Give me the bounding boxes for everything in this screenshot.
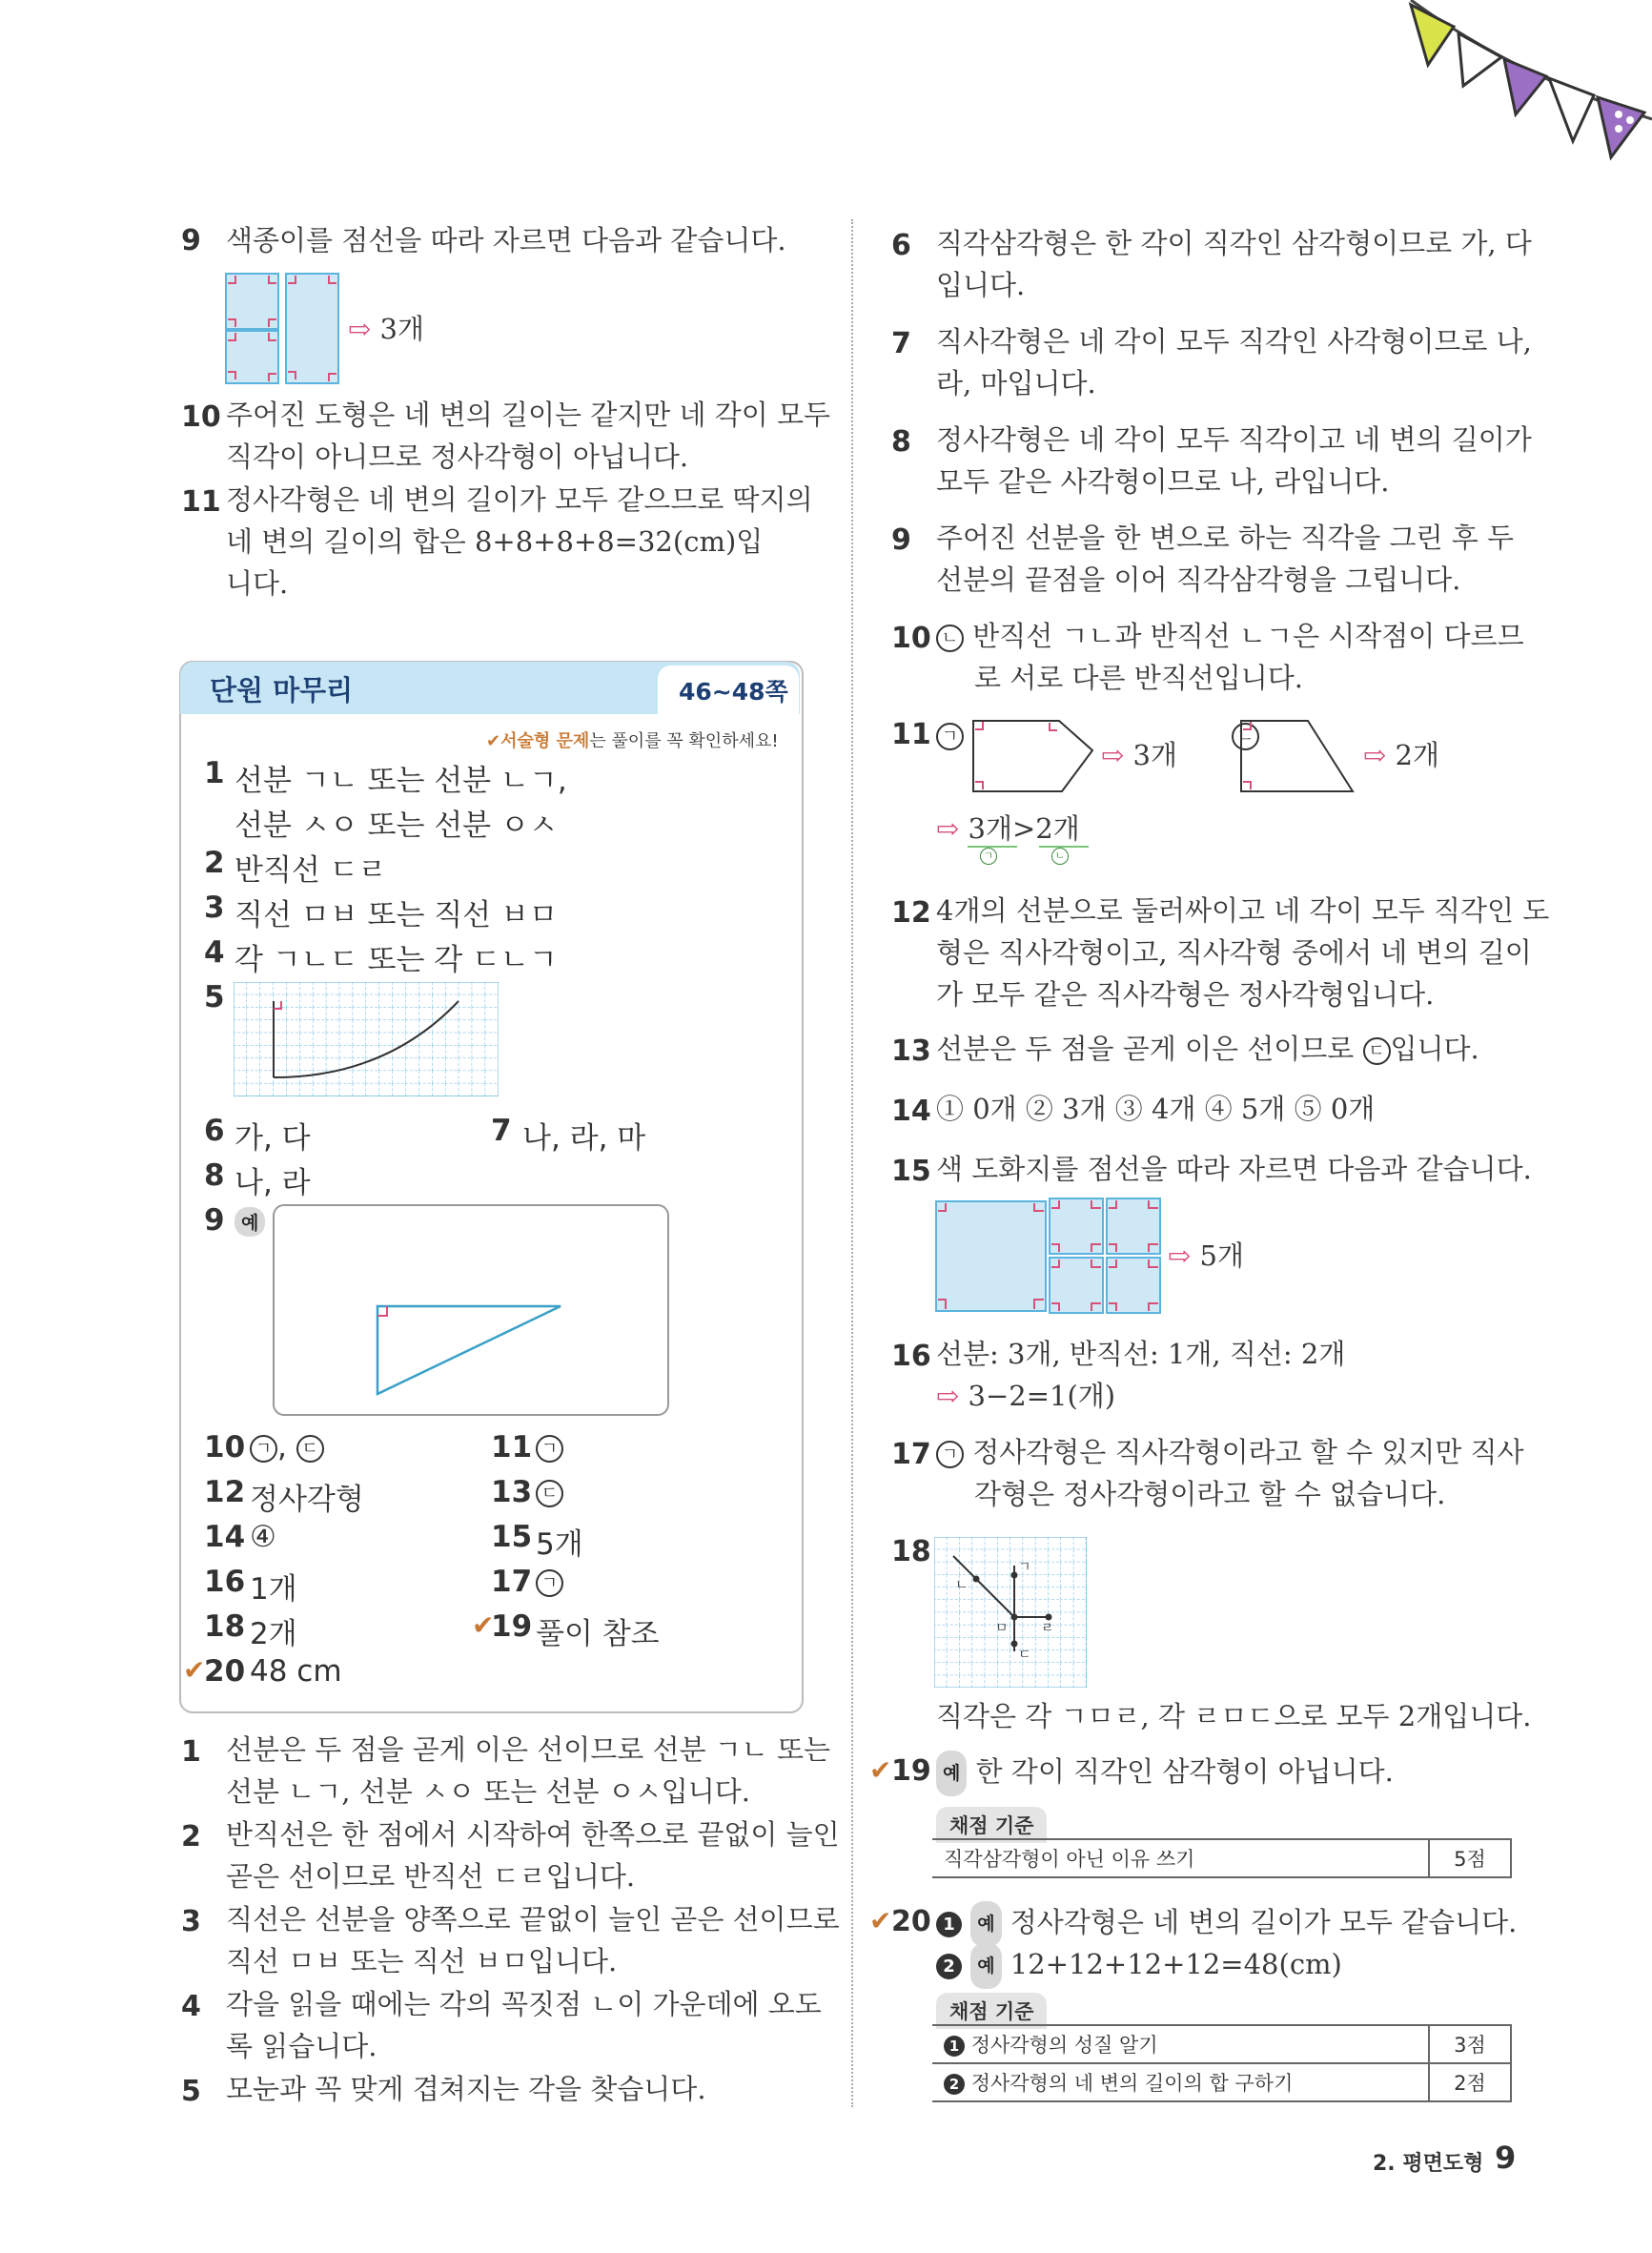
item-number: 3 (181, 1905, 201, 1938)
criteria-title: 채점 기준 (936, 1993, 1047, 2029)
item-number: 10 (891, 622, 931, 655)
explanation-text: 로 서로 다른 반직선입니다. (974, 662, 1304, 694)
arrow-icon: ⇨ (1168, 1239, 1192, 1272)
item-number: 17 (891, 1438, 931, 1471)
grid-angle-figure (934, 1537, 1087, 1688)
explanation-text: 입니다. (936, 269, 1026, 301)
check-icon: ✔ (472, 1609, 495, 1641)
item-number: 8 (891, 425, 911, 459)
explanation-text: 주어진 선분을 한 변으로 하는 직각을 그린 후 두 (936, 522, 1515, 554)
pentagon-figure (969, 717, 1102, 795)
point-label: ㄱ (1018, 1560, 1031, 1575)
scoring-table (932, 1838, 1512, 1878)
explanation-text: 선분: 3개, 반직선: 1개, 직선: 2개 (936, 1338, 1346, 1370)
explanation-text: ㄱ (936, 713, 964, 755)
explanation-text: 록 읽습니다. (226, 2030, 377, 2062)
bunting-decoration (1373, 0, 1652, 162)
example-tag: 예 (235, 1207, 265, 1237)
criteria-score: 5점 (1429, 1839, 1511, 1877)
explanation-text: 곧은 선이므로 반직선 ㄷㄹ입니다. (226, 1860, 636, 1893)
chapter-label: 2. 평면도형 (1373, 2152, 1484, 2176)
grid-curve-figure (234, 982, 499, 1096)
explanation-text: 직선은 선분을 양쪽으로 끝없이 늘인 곧은 선이므로 (226, 1903, 840, 1936)
answer-number: 13 (491, 1475, 533, 1509)
answer-text: 나, 라, 마 (522, 1121, 646, 1156)
check-icon: ✔ (869, 1754, 892, 1786)
explanation-text: 선분은 두 점을 곧게 이은 선이므로 ㄷ 입니다. (936, 1033, 1479, 1065)
item-number: 12 (891, 896, 931, 930)
answer-number: 5 (204, 980, 225, 1014)
answer-text: 직선 ㅁㅂ 또는 직선 ㅂㅁ (235, 898, 558, 932)
point-label: ㄷ (1018, 1648, 1031, 1663)
answer-number: 17 (491, 1565, 533, 1599)
table-row (932, 2025, 1511, 2063)
arrow-icon: ⇨ (1363, 739, 1387, 771)
answer-number: 6 (204, 1114, 225, 1148)
item-number: 13 (891, 1034, 931, 1068)
explanation-text: 라, 마입니다. (936, 367, 1096, 399)
arrow-icon: ⇨ (936, 812, 960, 845)
review-note: ✔서술형 문제는 풀이를 꼭 확인하세요! (486, 731, 779, 751)
criteria-title: 채점 기준 (936, 1807, 1047, 1843)
explanation-text: 색 도화지를 점선을 따라 자르면 다음과 같습니다. (936, 1153, 1532, 1185)
item-number: 14 (891, 1095, 931, 1128)
item-number: 9 (891, 523, 911, 557)
explanation-text: 각을 읽을 때에는 각의 꼭짓점 ㄴ이 가운데에 오도 (226, 1988, 822, 2020)
answer-number: 20 (204, 1654, 246, 1689)
right-triangle-figure (362, 1287, 572, 1402)
answer-text: ㄱ (536, 1565, 563, 1599)
explanation-text: 가 모두 같은 직사각형은 정사각형입니다. (936, 978, 1435, 1011)
explanation-text: 모눈과 꼭 맞게 겹쳐지는 각을 찾습니다. (226, 2073, 706, 2105)
answer-number: 4 (204, 935, 225, 970)
answer-text: 나, 라 (235, 1166, 311, 1200)
arrow-icon: ⇨ (348, 313, 372, 345)
explanation-text: 선분 ㄴㄱ, 선분 ㅅㅇ 또는 선분 ㅇㅅ입니다. (226, 1775, 750, 1808)
answer-text: 선분 ㄱㄴ 또는 선분 ㄴㄱ, (235, 764, 567, 798)
item-number: 10 (181, 400, 221, 434)
item-number: 5 (181, 2075, 201, 2108)
table-row (932, 1839, 1511, 1877)
explanation-text: 직각이 아니므로 정사각형이 아닙니다. (226, 440, 689, 473)
answer-number: 14 (204, 1520, 246, 1554)
explanation-text: 직각삼각형은 한 각이 직각인 삼각형이므로 가, 다 (936, 227, 1532, 259)
explanation-text: 정사각형은 네 변의 길이가 모두 같으므로 딱지의 (226, 483, 813, 516)
explanation-text: 예 한 각이 직각인 삼각형이 아닙니다. (936, 1751, 1394, 1796)
answer-number: 8 (204, 1158, 225, 1193)
point-label: ㅁ (995, 1621, 1009, 1636)
item-number: 7 (891, 327, 911, 360)
answer-text: 가, 다 (235, 1121, 311, 1156)
item-number: 6 (891, 229, 911, 262)
explanation-text: ⇨ 3−2=1(개) (936, 1380, 1116, 1412)
item-number: 15 (891, 1155, 931, 1188)
answer-number: 10 (204, 1430, 246, 1464)
answer-text: 2개 (250, 1617, 297, 1651)
answer-number: 2 (204, 846, 225, 880)
explanation-text: 1 예 정사각형은 네 변의 길이가 모두 같습니다. (936, 1901, 1517, 1947)
compare-label: ㄴ (1051, 848, 1069, 865)
item-number: 11 (891, 718, 931, 751)
arrow-icon: ⇨ (936, 1380, 960, 1412)
review-title: 단원 마무리 (210, 674, 354, 707)
answer-number: 18 (204, 1609, 246, 1644)
answer-number: 19 (491, 1609, 533, 1644)
answer-text: 각 ㄱㄴㄷ 또는 각 ㄷㄴㄱ (235, 943, 558, 977)
explanation-text: 정사각형은 네 각이 모두 직각이고 네 변의 길이가 (936, 423, 1532, 456)
page-number: 9 (1495, 2140, 1517, 2176)
answer-text: 반직선 ㄷㄹ (235, 853, 387, 888)
explanation-text: 색종이를 점선을 따라 자르면 다음과 같습니다. (226, 224, 786, 256)
criteria-item: 2 정사각형의 네 변의 길이의 합 구하기 (932, 2063, 1429, 2101)
arrow-icon: ⇨ (1101, 739, 1125, 771)
item-number: 2 (181, 1820, 201, 1854)
compare-label: ㄱ (980, 848, 997, 865)
trapezoid-figure (1236, 717, 1360, 795)
answer-text: ㄱ (536, 1430, 563, 1464)
explanation-text: 선분의 끝점을 이어 직각삼각형을 그립니다. (936, 563, 1461, 596)
answer-text: 선분 ㅅㅇ 또는 선분 ㅇㅅ (235, 809, 558, 843)
item-number: 20 (891, 1905, 931, 1938)
check-icon: ✔ (869, 1905, 892, 1936)
answer-number: 15 (491, 1520, 533, 1554)
answer-text: ㄱ , ㄷ (250, 1430, 324, 1464)
explanation-text: 직선 ㅁㅂ 또는 직선 ㅂㅁ입니다. (226, 1945, 618, 1977)
cut-result: ⇨ 5개 (1168, 1239, 1244, 1272)
explanation-text: 니다. (226, 567, 289, 600)
explanation-text: 네 변의 길이의 합은 8+8+8+8=32(cm)입 (226, 525, 764, 558)
explanation-text: 2 예 12+12+12+12=48(cm) (936, 1943, 1342, 1989)
explanation-text: 각형은 정사각형이라고 할 수 없습니다. (974, 1478, 1446, 1510)
answer-text: 48 cm (250, 1654, 342, 1689)
explanation-text: ㄴ (1232, 713, 1259, 755)
explanation-text: 4개의 선분으로 둘러싸이고 네 각이 모두 직각인 도 (936, 894, 1550, 927)
item-number: 19 (891, 1754, 931, 1788)
table-row (932, 2063, 1511, 2101)
explanation-text: ㄱ 정사각형은 직사각형이라고 할 수 있지만 직사 (936, 1431, 1524, 1473)
answer-text: 5개 (536, 1527, 583, 1562)
explanation-text: 직각은 각 ㄱㅁㄹ, 각 ㄹㅁㄷ으로 모두 2개입니다. (936, 1700, 1532, 1732)
answer-number: 12 (204, 1475, 246, 1509)
explanation-text: ㄴ 반직선 ㄱㄴ과 반직선 ㄴㄱ은 시작점이 다르므 (936, 615, 1524, 657)
shape-result: ⇨ 3개 (1101, 739, 1177, 771)
answer-number: 16 (204, 1565, 246, 1599)
point-label: ㄹ (1041, 1621, 1054, 1636)
shape-result: ⇨ 2개 (1363, 739, 1439, 771)
answer-text: 정사각형 (250, 1483, 364, 1517)
criteria-score: 2점 (1429, 2063, 1511, 2101)
page-range: 46~48쪽 (679, 678, 788, 706)
explanation-text: 직사각형은 네 각이 모두 직각인 사각형이므로 나, (936, 325, 1532, 358)
item-number: 11 (181, 485, 221, 519)
answer-number: 7 (491, 1114, 512, 1148)
answer-number: 9 (204, 1203, 225, 1238)
explanation-text: 모두 같은 사각형이므로 나, 라입니다. (936, 465, 1390, 498)
check-icon: ✔ (486, 731, 501, 751)
item-number: 1 (181, 1735, 201, 1769)
criteria-item: 1 정사각형의 성질 알기 (932, 2025, 1429, 2063)
item-number: 16 (891, 1340, 931, 1373)
answer-number: 11 (491, 1430, 533, 1464)
explanation-text: 주어진 도형은 네 변의 길이는 같지만 네 각이 모두 (226, 399, 831, 431)
check-icon: ✔ (183, 1654, 206, 1686)
cut-result: ⇨ 3개 (348, 313, 424, 345)
paper-cut-figure (224, 272, 348, 386)
answer-text: 풀이 참조 (536, 1617, 660, 1651)
item-number: 4 (181, 1990, 201, 2023)
point-label: ㄴ (955, 1578, 969, 1593)
compare-result: ⇨ 3개>2개 (936, 812, 1080, 845)
criteria-score: 3점 (1429, 2025, 1511, 2063)
item-number: 18 (891, 1535, 931, 1568)
answer-number: 1 (204, 756, 225, 790)
explanation-text: 반직선은 한 점에서 시작하여 한쪽으로 끝없이 늘인 (226, 1818, 840, 1851)
answer-number: 3 (204, 891, 225, 925)
criteria-item: 직각삼각형이 아닌 이유 쓰기 (932, 1839, 1429, 1877)
explanation-text: 형은 직사각형이고, 직사각형 중에서 네 변의 길이 (936, 936, 1532, 969)
answer-text: ㄷ (536, 1475, 563, 1509)
scoring-table (932, 2024, 1512, 2102)
explanation-text: ① 0개 ② 3개 ③ 4개 ④ 5개 ⑤ 0개 (936, 1093, 1376, 1125)
item-number: 9 (181, 224, 201, 257)
answer-text: ④ (250, 1520, 276, 1554)
explanation-text: 선분은 두 점을 곧게 이은 선이므로 선분 ㄱㄴ 또는 (226, 1733, 831, 1766)
paper-cut-figure-2 (934, 1197, 1163, 1315)
answer-text: 1개 (250, 1572, 297, 1607)
column-divider (851, 219, 853, 2107)
